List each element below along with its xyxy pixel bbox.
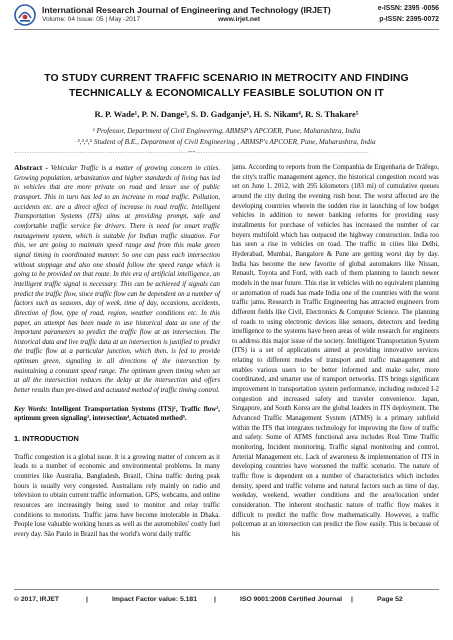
journal-title: International Research Journal of Engineering and Technology (IRJET): [42, 5, 331, 15]
header-divider: [14, 29, 439, 30]
journal-header: [0, 0, 453, 30]
footer-copyright: © 2017, IRJET: [14, 596, 60, 603]
journal-volume-issue: Volume: 04 Issue: 05 | May -2017: [42, 16, 141, 23]
affiliation-students: ²,³,⁴,⁵ Student of B.E., Department of Civil Engineering , ABMSP's APCOER, Pune, Maharashtra, India: [77, 138, 376, 146]
section-separator: ---------------------------------------------------------------------***---------------------------------------------------------------------: [14, 151, 369, 156]
abstract-label: Abstract -: [14, 163, 48, 172]
footer-divider: [14, 589, 439, 590]
journal-url[interactable]: www.irjet.net: [218, 16, 261, 23]
affiliation-professor: ¹ Professor, Department of Civil Engineering, ABMSP's APCOER, Pune, Maharashtra, India: [92, 127, 361, 135]
footer-iso-certification: ISO 9001:2008 Certified Journal: [240, 596, 342, 603]
keywords-label: Key Words:: [14, 405, 48, 413]
footer-pipe: |: [214, 596, 216, 603]
abstract: [14, 163, 220, 396]
keywords-text: Intelligent Transportation Systems (ITS)¹, Traffic flow², optimum green signaling³, intersection⁴, Actuated method⁵.: [14, 405, 220, 423]
right-column: [232, 163, 439, 540]
right-column-text: jams. According to reports from the Companhia de Engenharia de Tráfego, the city's traffic management agency, the historical congestion record was set on June 1, 2012, with 295 kilometers (183 mi) of cumulative queues around the city during the evening rush hour. The worst affected are the developing countries wherein the sudden rise in launching of low budget vehicles in addition to newer banking reforms for providing easy installments for purchase of vehicles has increased the number of car buyers multifold which has outpaced the highway construction. India too has seen a rise in vehicles on road. The traffic in cities like Delhi, Hyderabad, Mumbai, Bangalore & Pune are getting worst day by day. India has become the new favorite of global automakers like Nissan, Renault, Toyota and Ford, with each of them planning to launch newer models in the near future. This rise in vehicles with no equivalent planning or automation of roads has made India one of the countries with the worst traffic jams. Research in Traffic Engineering has attracted engineers from different fields like Civil, Electronics & Computer Science. The planning of roads to using electronic devices like sensors, detectors and feeding intelligence to the systems have been areas of wide research for engineers to address this major issue of the society. Intelligent Transportation System (ITS) is a set of applications aimed at providing innovative services relating to different modes of transport and traffic management and enables various users to be better informed and make safer, more coordinated, and smarter use of transport networks. ITS brings significant improvement in transportation system performance, including reduced I-2 congestion and increased safety and traveler convenience. Japan, Singapore, and South Korea are the global leaders in ITS deployment. The Advanced Traffic Management System (ATMS) is a primary subfield within the ITS that integrates technology for improving the flow of traffic and safety. Some of ATMS functional area includes Real Time Traffic monitoring, Incident monitoring, Traffic signal monitoring and control, Arterial Management etc. Lack of awareness & implementation of ITS in developing countries have worsened the traffic scenario. The nature of traffic flow is dependent on a number of characteristics which includes density, speed and traffic volume and natural factors such as time of day, weekday, weekend, weather conditions and the area/location under consideration. The inherent stochastic nature of traffic flow makes it difficult to predict the traffic flow mathematically. However, a traffic policeman at an intersection can predict the flow easily. This is because of his: [232, 164, 439, 538]
section-heading-introduction: 1. INTRODUCTION: [14, 434, 79, 444]
footer-pipe: |: [86, 596, 88, 603]
footer-page-number: Page 52: [377, 596, 403, 603]
p-issn: p-ISSN: 2395-0072: [379, 16, 439, 23]
footer-impact-factor: Impact Factor value: 5.181: [112, 596, 197, 603]
introduction-text: Traffic congestion is a global issue. It is a growing matter of concern as it leads to a number of economic and environmental problems. In many countries like Australia, Bangladesh, Brazil, China traffic during peak hours is usually very congested. Australians rely mainly on radio and television to obtain current traffic information. GPS, webcams, and online resources are increasingly being used to monitor and relay traffic conditions to motorists. Traffic jams have become intolerable in Dhaka. People lose valuable working hours as well as the automobiles' costly fuel every day. São Paulo in Brazil has the world's worst daily traffic: [14, 453, 220, 538]
e-issn: e-ISSN: 2395 -0056: [377, 5, 439, 12]
paper-authors: R. P. Wade¹, P. N. Dange², S. D. Gadganje³, H. S. Nikam⁴, R. S. Thakare⁵: [94, 109, 359, 119]
left-column: [14, 163, 220, 540]
irjet-logo-icon: [14, 4, 36, 26]
keywords: [14, 405, 220, 424]
irjet-logo: [14, 4, 36, 26]
footer-pipe: |: [351, 596, 353, 603]
abstract-text: Vehicular Traffic is a matter of growing concern in cities. Growing population, urbanization and higher standards of living has led to vehicles that are more private on road and lesser use of public transport. This in turn has led to an increase in road traffic. Pollution, accidents etc. are a direct effect of increase in road traffic. Intelligent Transportation Systems (ITS) aims at providing prompt, safe and comfortable traffic service for drivers. There is need for smart traffic management system, which is suitable for Indian traffic situation. For this, we are going to maintain speed range and from this make green signal timing in coordinated manner. So one can pass each intersection without stoppage and also one should follow the speed range which is going to be provided on that route. In this era of artificial intelligence, an intelligent traffic signal is necessary. This can be achieved if signals can predict the traffic flow, since traffic flow can be dependent on a number of factors such as seasons, day of week, time of day, occasions, accidents, direction of flow, type of road, region, weather conditions etc. In this paper, an attempt has been made to use historical data as one of the important parameters to predict the traffic flow at an intersection. The historical data and live traffic data at an intersection is justified to predict the traffic flow at a particular junction, which then, is fed to provide optimum green, signaling in all directions of the intersection by maintaining a constant speed range. The optimum green timing when set at all the intersection reduces the delay at the intersection and offers better results than pre-timed and actuated method of traffic timing control.: [14, 165, 220, 395]
paper-title: TO STUDY CURRENT TRAFFIC SCENARIO IN METROCITY AND FINDING TECHNICALLY & ECONOMICALLY FEASIBLE SOLUTION ON IT: [44, 73, 409, 99]
